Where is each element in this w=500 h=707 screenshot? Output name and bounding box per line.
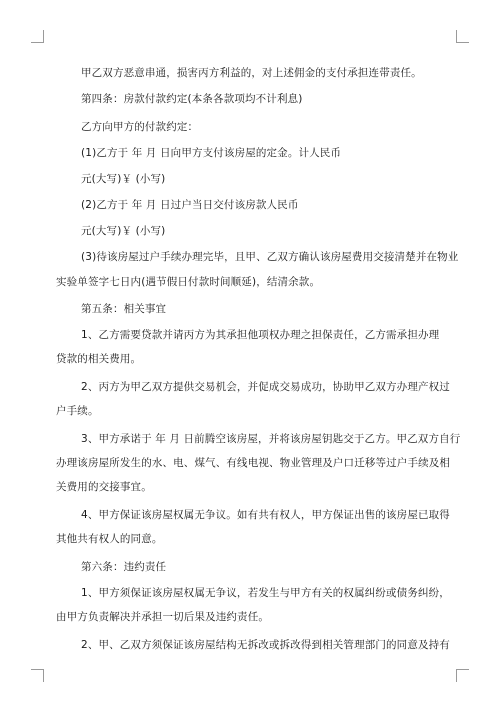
contract-line: 其他共有权人的同意。 bbox=[56, 533, 163, 545]
contract-line: 2、丙方为甲乙双方提供交易机会，并促成交易成功，协助甲乙双方办理产权过 bbox=[81, 381, 450, 393]
contract-line: 办理该房屋所发生的水、电、煤气、有线电视、物业管理及户口迁移等过户手续及相 bbox=[56, 457, 451, 469]
section-heading-payment: 第四条：房款付款约定(本条各款项均不计利息) bbox=[81, 93, 303, 105]
contract-line: (1)乙方于 年 月 日向甲方支付该房屋的定金。计人民币 bbox=[81, 147, 342, 159]
contract-line: (2)乙方于 年 月 日过户当日交付该房款人民币 bbox=[81, 199, 299, 211]
contract-line: 甲乙双方恶意串通，损害丙方利益的，对上述佣金的支付承担连带责任。 bbox=[81, 67, 422, 79]
contract-line: 元(大写)￥ (小写) bbox=[81, 173, 166, 185]
contract-line: 4、甲方保证该房屋权属无争议。如有共有权人，甲方保证出售的该房屋已取得 bbox=[81, 509, 450, 521]
page-corner-mark-bottom-left bbox=[31, 669, 44, 682]
contract-line: 贷款的相关费用。 bbox=[56, 353, 142, 365]
contract-line: 关费用的交接事宜。 bbox=[56, 481, 152, 493]
section-heading-liability: 第六条：违约责任 bbox=[81, 561, 167, 573]
contract-line: 乙方向甲方的付款约定： bbox=[81, 121, 199, 133]
contract-line: 实验单签字七日内(遇节假日付款时间顺延)，结清余款。 bbox=[56, 276, 321, 288]
contract-line: 户手续。 bbox=[56, 405, 99, 417]
contract-line: 1、乙方需要贷款并请丙方为其承担他项权办理之担保责任，乙方需承担办理 bbox=[81, 329, 440, 341]
contract-line: (3)待该房屋过户手续办理完毕，且甲、乙双方确认该房屋费用交接清楚并在物业 bbox=[81, 251, 459, 263]
section-heading-related-matters: 第五条：相关事宜 bbox=[81, 303, 167, 315]
contract-line: 3、甲方承诺于 年 月 日前腾空该房屋，并将该房屋钥匙交于乙方。甲乙双方自行 bbox=[81, 433, 461, 445]
contract-line: 1、甲方须保证该房屋权属无争议，若发生与甲方有关的权属纠纷或债务纠纷， bbox=[81, 587, 450, 599]
page-corner-mark-top-left bbox=[31, 30, 44, 43]
contract-line: 由甲方负责解决并承担一切后果及违约责任。 bbox=[56, 611, 269, 623]
page-corner-mark-bottom-right bbox=[456, 669, 469, 682]
contract-line: 元(大写)￥ (小写) bbox=[81, 225, 166, 237]
page-corner-mark-top-right bbox=[456, 30, 469, 43]
contract-line: 2、甲、乙双方须保证该房屋结构无拆改或拆改得到相关管理部门的同意及持有 bbox=[81, 639, 450, 651]
